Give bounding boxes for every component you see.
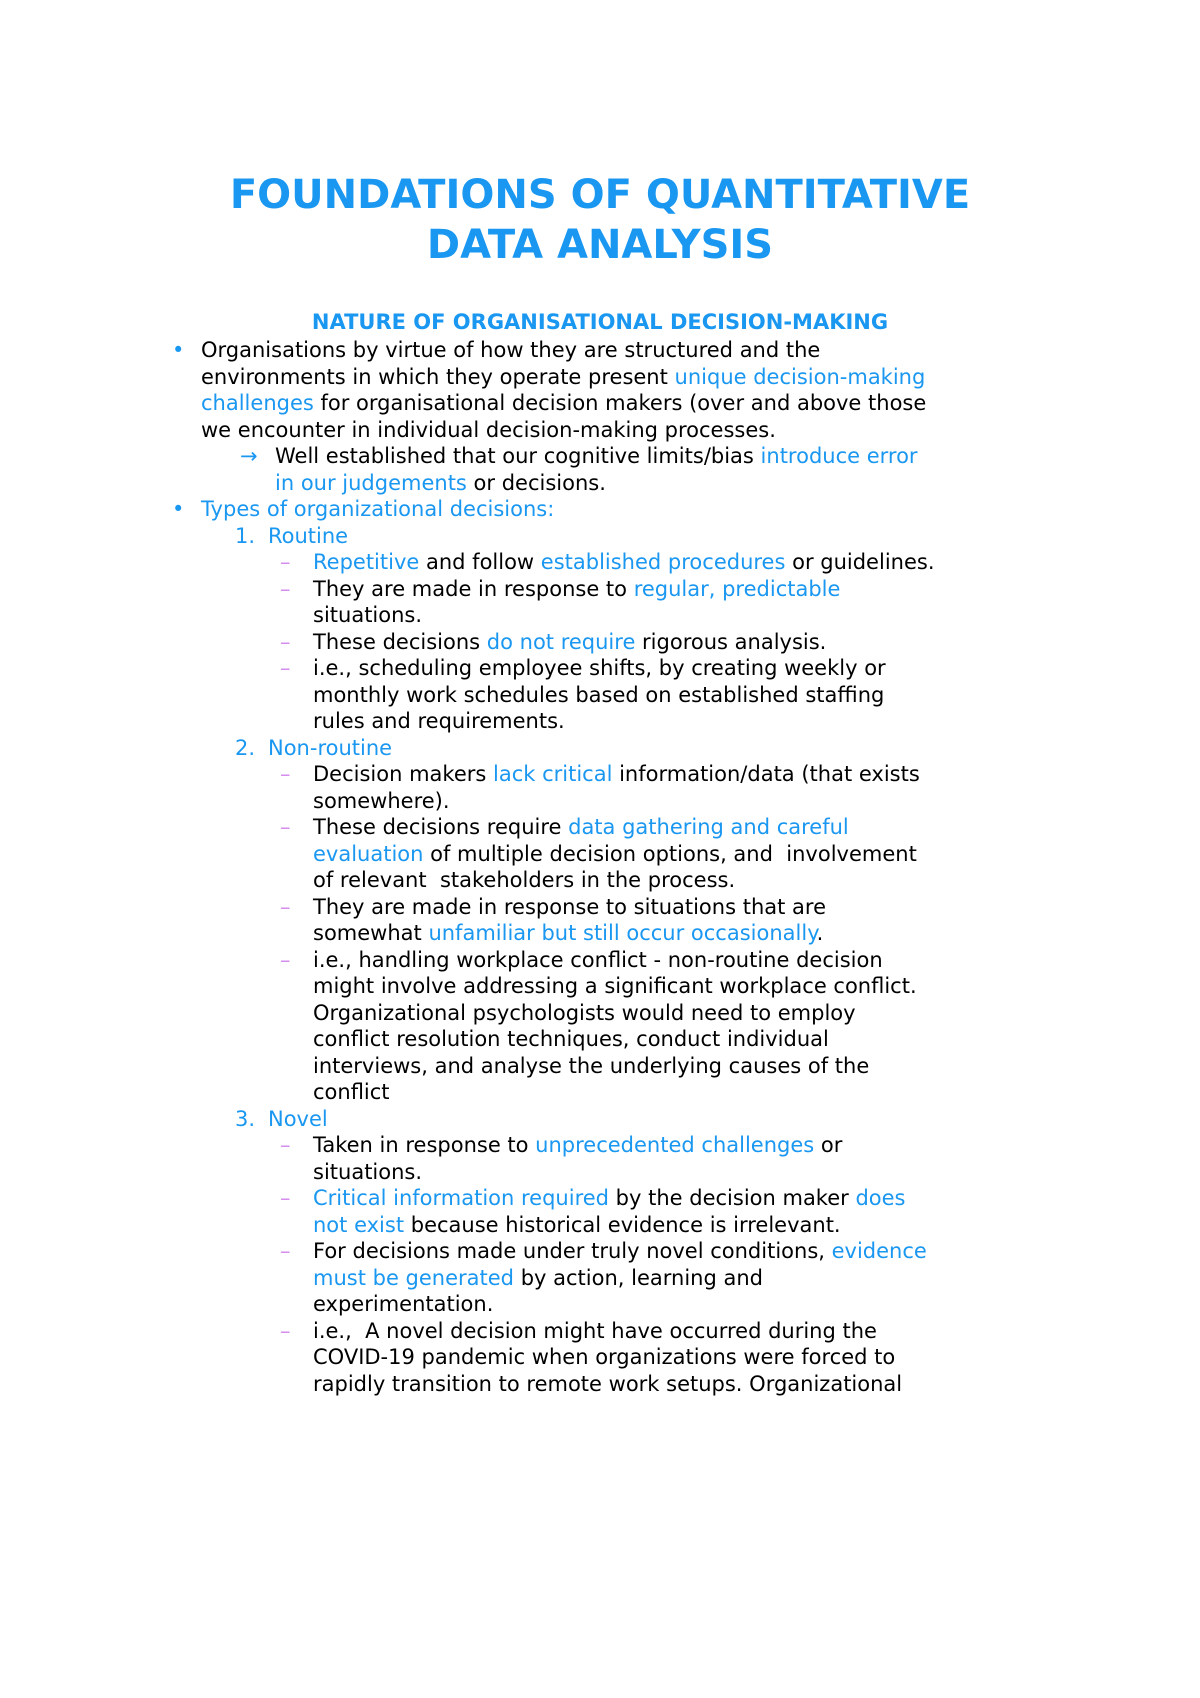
text-line — [0, 788, 1200, 815]
text: situations. — [313, 1159, 423, 1184]
dash-list-item — [0, 655, 1200, 735]
text-line — [0, 841, 1200, 868]
text: we encounter in individual decision-making processes. — [201, 417, 776, 442]
text-line — [0, 1212, 1200, 1239]
text: or — [814, 1133, 843, 1157]
text-line — [0, 735, 1200, 762]
dash-list-item — [0, 1185, 1200, 1238]
dash-list-item — [0, 947, 1200, 1106]
num-list-item — [0, 735, 1200, 762]
text-line — [0, 1000, 1200, 1027]
document-title — [0, 170, 1200, 270]
text-line — [0, 947, 1200, 974]
highlighted-text: Non-routine — [268, 735, 393, 760]
text: These decisions — [313, 629, 487, 654]
text: conflict — [313, 1080, 390, 1104]
dash-list-item — [0, 629, 1200, 656]
dash-icon: – — [280, 815, 291, 839]
dash-icon: – — [280, 1318, 291, 1343]
text: somewhere). — [313, 788, 450, 813]
bullet-list-item — [0, 337, 1200, 443]
text: Organisations by virtue of how they are structured and the — [201, 338, 821, 362]
list-number: 1. — [235, 523, 256, 548]
dash-list-item — [0, 1238, 1200, 1318]
text: Organizational psychologists would need to employ — [313, 1000, 856, 1025]
text-line — [0, 1053, 1200, 1080]
text-line — [0, 390, 1200, 417]
highlighted-text: Novel — [268, 1106, 328, 1131]
dash-list-item — [0, 549, 1200, 576]
text: of multiple decision options, and involvement — [423, 841, 917, 866]
arrow-list-item — [0, 443, 1200, 496]
text: Well established that our cognitive limits/bias — [275, 444, 761, 468]
dash-icon: – — [280, 1186, 291, 1210]
text-line — [0, 1079, 1200, 1106]
dash-icon: – — [280, 947, 291, 972]
text: rapidly transition to remote work setups. Organizational — [313, 1371, 903, 1396]
highlighted-text: evidence — [831, 1239, 927, 1263]
text: somewhat — [313, 921, 429, 945]
text: COVID-19 pandemic when organizations were forced to — [313, 1345, 896, 1369]
text: Taken in response to — [313, 1133, 536, 1157]
text: or decisions. — [466, 470, 606, 495]
text-line — [0, 867, 1200, 894]
text: They are made in response to situations that are — [313, 894, 826, 919]
highlighted-text: regular, predictable — [633, 576, 841, 601]
highlighted-text: in our judgements — [275, 470, 467, 495]
text: because historical evidence is irrelevant. — [404, 1212, 841, 1237]
dash-icon: – — [280, 550, 291, 574]
highlighted-text: does — [855, 1186, 906, 1210]
text-line — [0, 1106, 1200, 1133]
dash-icon: – — [280, 762, 291, 786]
text-line — [0, 470, 1200, 497]
text: environments in which they operate present — [201, 364, 675, 389]
highlighted-text: Repetitive — [313, 550, 420, 574]
highlighted-text: unprecedented challenges — [535, 1133, 815, 1157]
text-line — [0, 682, 1200, 709]
highlighted-text: established procedures — [540, 550, 786, 574]
bullet-icon: • — [172, 497, 185, 521]
highlighted-text: Routine — [268, 523, 349, 548]
text: For decisions made under truly novel conditions, — [313, 1239, 832, 1263]
text-line — [0, 1291, 1200, 1318]
text: situations. — [313, 603, 423, 627]
title-line: FOUNDATIONS OF QUANTITATIVE — [229, 172, 971, 218]
dash-icon: – — [280, 629, 291, 654]
text-line — [0, 1132, 1200, 1159]
num-list-item — [0, 523, 1200, 550]
text-line — [0, 1026, 1200, 1053]
arrow-right-icon: → — [240, 444, 258, 468]
text-line — [0, 1185, 1200, 1212]
text: They are made in response to — [313, 576, 634, 601]
highlighted-text: unique decision-making — [674, 364, 926, 389]
text-line — [0, 708, 1200, 735]
text-line — [0, 894, 1200, 921]
bullet-icon: • — [172, 338, 185, 362]
text: monthly work schedules based on established staffing — [313, 682, 885, 707]
highlighted-text: Critical information required — [313, 1186, 609, 1210]
text: i.e., scheduling employee shifts, by creating weekly or — [313, 656, 886, 680]
text-line — [0, 1344, 1200, 1371]
text: for organisational decision makers (over and above those — [313, 391, 927, 415]
text: Decision makers — [313, 762, 493, 786]
text: interviews, and analyse the underlying causes of the — [313, 1053, 870, 1078]
num-list-item — [0, 1106, 1200, 1133]
dash-list-item — [0, 1132, 1200, 1185]
highlighted-text: Types of organizational decisions: — [201, 497, 555, 521]
text: These decisions require — [313, 815, 569, 839]
list-number: 3. — [235, 1106, 256, 1131]
text: conflict resolution techniques, conduct individual — [313, 1027, 829, 1051]
document-body — [0, 337, 1200, 1397]
text-line — [0, 549, 1200, 576]
text: i.e., A novel decision might have occurred during the — [313, 1318, 877, 1343]
text-line — [0, 1238, 1200, 1265]
text-line — [0, 1318, 1200, 1345]
dash-list-item — [0, 761, 1200, 814]
text: experimentation. — [313, 1292, 494, 1316]
text: or guidelines. — [785, 550, 935, 574]
dash-icon: – — [280, 894, 291, 919]
text-line — [0, 523, 1200, 550]
text-line — [0, 1371, 1200, 1398]
highlighted-text: unfamiliar but still occur occasionally — [428, 921, 817, 945]
section-heading: NATURE OF ORGANISATIONAL DECISION-MAKING — [311, 310, 889, 334]
highlighted-text: not exist — [313, 1212, 405, 1237]
dash-icon: – — [280, 1133, 291, 1157]
text-line — [0, 814, 1200, 841]
text-line — [0, 655, 1200, 682]
bullet-list-item — [0, 496, 1200, 523]
dash-list-item — [0, 576, 1200, 629]
dash-icon: – — [280, 1239, 291, 1263]
text: of relevant stakeholders in the process. — [313, 868, 736, 892]
text: . — [816, 921, 824, 945]
list-number: 2. — [235, 735, 256, 760]
text: and follow — [419, 550, 541, 574]
dash-list-item — [0, 894, 1200, 947]
highlighted-text: introduce error — [760, 444, 918, 468]
dash-icon: – — [280, 576, 291, 601]
text-line — [0, 364, 1200, 391]
text-line — [0, 973, 1200, 1000]
text-line — [0, 602, 1200, 629]
text: information/data (that exists — [612, 762, 920, 786]
highlighted-text: evaluation — [313, 841, 424, 866]
highlighted-text: data gathering and careful — [568, 815, 849, 839]
text-line — [0, 576, 1200, 603]
text: by the decision maker — [609, 1186, 856, 1210]
text: i.e., handling workplace conflict - non-routine decision — [313, 947, 883, 972]
highlighted-text: do not require — [486, 629, 636, 654]
text-line — [0, 629, 1200, 656]
text-line — [0, 1159, 1200, 1186]
title-line: DATA ANALYSIS — [426, 222, 774, 268]
text-line — [0, 443, 1200, 470]
text-line — [0, 1265, 1200, 1292]
text: by action, learning and — [514, 1265, 763, 1290]
highlighted-text: lack critical — [493, 762, 613, 786]
text-line — [0, 761, 1200, 788]
highlighted-text: must be generated — [313, 1265, 515, 1290]
dash-icon: – — [280, 656, 291, 680]
text-line — [0, 417, 1200, 444]
text-line — [0, 920, 1200, 947]
highlighted-text: challenges — [201, 391, 314, 415]
text: rigorous analysis. — [635, 629, 827, 654]
dash-list-item — [0, 1318, 1200, 1398]
text: rules and requirements. — [313, 709, 565, 733]
text: might involve addressing a significant workplace conflict. — [313, 974, 917, 998]
dash-list-item — [0, 814, 1200, 894]
